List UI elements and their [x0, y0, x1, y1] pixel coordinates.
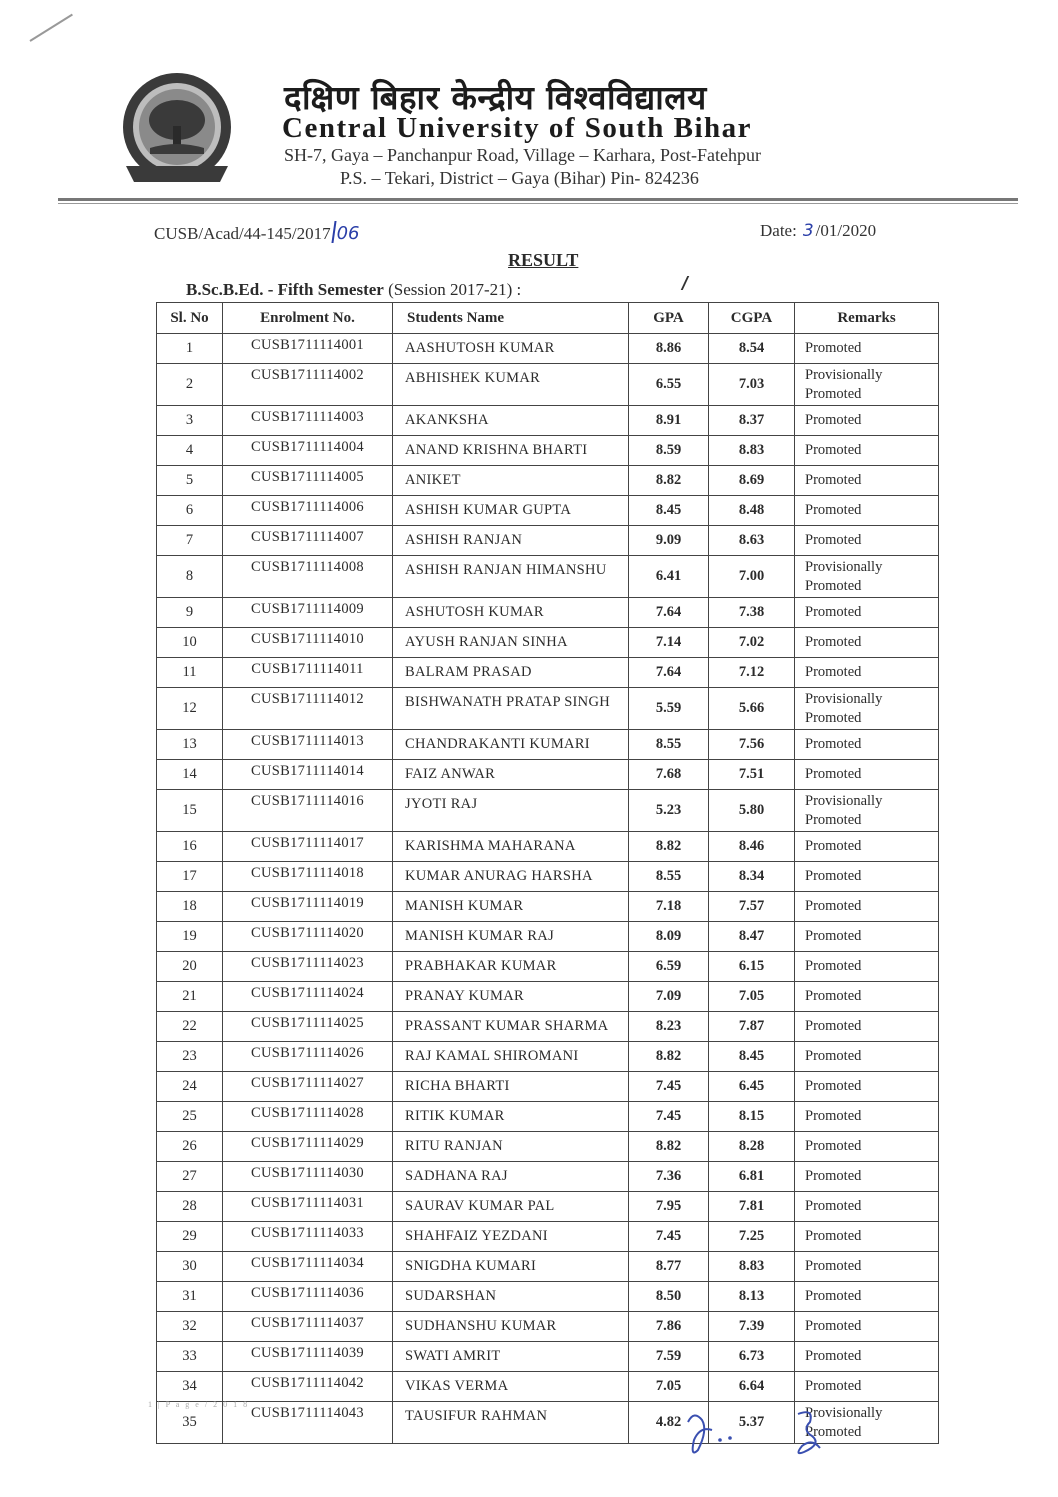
cgpa-cell: 7.51 — [709, 760, 795, 790]
enrolment-cell: CUSB1711114033 — [223, 1222, 393, 1252]
gpa-cell: 8.55 — [629, 862, 709, 892]
student-name-cell: SUDHANSHU KUMAR — [393, 1312, 629, 1342]
sl-no-cell: 1 — [157, 334, 223, 364]
date-rest: /01/2020 — [815, 221, 877, 240]
table-row — [157, 892, 939, 922]
gpa-cell: 8.91 — [629, 406, 709, 436]
issue-date — [760, 221, 876, 241]
gpa-cell: 8.45 — [629, 496, 709, 526]
program-subheading — [186, 280, 521, 300]
student-name-cell: ASHUTOSH KUMAR — [393, 598, 629, 628]
table-row — [157, 952, 939, 982]
sl-no-cell: 30 — [157, 1252, 223, 1282]
gpa-cell: 7.95 — [629, 1192, 709, 1222]
student-name-cell: SAURAV KUMAR PAL — [393, 1192, 629, 1222]
table-row — [157, 1102, 939, 1132]
cgpa-cell: 7.02 — [709, 628, 795, 658]
remarks-cell: Promoted — [795, 1132, 939, 1162]
student-name-cell: RAJ KAMAL SHIROMANI — [393, 1042, 629, 1072]
enrolment-cell: CUSB1711114011 — [223, 658, 393, 688]
table-row — [157, 658, 939, 688]
student-name-cell: ANAND KRISHNA BHARTI — [393, 436, 629, 466]
student-name-cell: FAIZ ANWAR — [393, 760, 629, 790]
student-name-cell: SHAHFAIZ YEZDANI — [393, 1222, 629, 1252]
table-header-row — [157, 303, 939, 334]
signature-icon — [680, 1400, 840, 1460]
program-name: B.Sc.B.Ed. - Fifth Semester — [186, 280, 384, 299]
gpa-cell: 7.68 — [629, 760, 709, 790]
gpa-cell: 5.23 — [629, 790, 709, 832]
address-line-1: SH-7, Gaya – Panchanpur Road, Village – Karhara, Post-Fatehpur — [284, 145, 761, 165]
enrolment-cell: CUSB1711114007 — [223, 526, 393, 556]
header-divider-thin — [58, 203, 1018, 204]
remarks-cell: Promoted — [795, 628, 939, 658]
gpa-cell: 7.45 — [629, 1072, 709, 1102]
sl-no-cell: 15 — [157, 790, 223, 832]
header-divider — [58, 198, 1018, 201]
gpa-cell: 8.09 — [629, 922, 709, 952]
gpa-cell: 8.59 — [629, 436, 709, 466]
address-line-2: P.S. – Tekari, District – Gaya (Bihar) Pin- 824236 — [340, 168, 699, 188]
reference-number — [154, 221, 360, 244]
student-name-cell: VIKAS VERMA — [393, 1372, 629, 1402]
cgpa-cell: 8.37 — [709, 406, 795, 436]
enrolment-cell: CUSB1711114013 — [223, 730, 393, 760]
remarks-cell: Promoted — [795, 1102, 939, 1132]
cgpa-cell: 8.48 — [709, 496, 795, 526]
remarks-cell: Promoted — [795, 1252, 939, 1282]
remarks-cell: Promoted — [795, 526, 939, 556]
student-name-cell: KUMAR ANURAG HARSHA — [393, 862, 629, 892]
enrolment-cell: CUSB1711114030 — [223, 1162, 393, 1192]
gpa-cell: 4.82 — [629, 1402, 709, 1444]
table-row — [157, 832, 939, 862]
gpa-cell: 8.82 — [629, 1042, 709, 1072]
column-header-remarks: Remarks — [795, 303, 939, 334]
cgpa-cell: 8.34 — [709, 862, 795, 892]
gpa-cell: 5.59 — [629, 688, 709, 730]
table-row — [157, 730, 939, 760]
remarks-cell: Promoted — [795, 658, 939, 688]
sl-no-cell: 20 — [157, 952, 223, 982]
enrolment-cell: CUSB1711114039 — [223, 1342, 393, 1372]
table-row — [157, 628, 939, 658]
sl-no-cell: 18 — [157, 892, 223, 922]
student-name-cell: JYOTI RAJ — [393, 790, 629, 832]
student-name-cell: TAUSIFUR RAHMAN — [393, 1402, 629, 1444]
remarks-cell: Promoted — [795, 892, 939, 922]
cgpa-cell: 7.05 — [709, 982, 795, 1012]
remarks-cell: Promoted — [795, 466, 939, 496]
sl-no-cell: 31 — [157, 1282, 223, 1312]
cgpa-cell: 7.56 — [709, 730, 795, 760]
enrolment-cell: CUSB1711114027 — [223, 1072, 393, 1102]
table-row — [157, 1042, 939, 1072]
cgpa-cell: 8.83 — [709, 1252, 795, 1282]
cgpa-cell: 8.28 — [709, 1132, 795, 1162]
gpa-cell: 6.59 — [629, 952, 709, 982]
table-row — [157, 364, 939, 406]
sl-no-cell: 34 — [157, 1372, 223, 1402]
student-name-cell: MANISH KUMAR — [393, 892, 629, 922]
table-row — [157, 922, 939, 952]
enrolment-cell: CUSB1711114024 — [223, 982, 393, 1012]
sl-no-cell: 26 — [157, 1132, 223, 1162]
gpa-cell: 6.41 — [629, 556, 709, 598]
sl-no-cell: 13 — [157, 730, 223, 760]
enrolment-cell: CUSB1711114034 — [223, 1252, 393, 1282]
enrolment-cell: CUSB1711114005 — [223, 466, 393, 496]
remarks-cell: Promoted — [795, 1012, 939, 1042]
gpa-cell: 7.45 — [629, 1102, 709, 1132]
enrolment-cell: CUSB1711114004 — [223, 436, 393, 466]
table-row — [157, 1342, 939, 1372]
column-header-enrolment-no: Enrolment No. — [223, 303, 393, 334]
cgpa-cell: 8.47 — [709, 922, 795, 952]
sl-no-cell: 16 — [157, 832, 223, 862]
student-name-cell: KARISHMA MAHARANA — [393, 832, 629, 862]
page-footer: 1 | P a g e / 2 0 1 8 — [148, 1400, 250, 1409]
cgpa-cell: 7.03 — [709, 364, 795, 406]
cgpa-cell: 7.81 — [709, 1192, 795, 1222]
enrolment-cell: CUSB1711114023 — [223, 952, 393, 982]
cgpa-cell: 8.69 — [709, 466, 795, 496]
enrolment-cell: CUSB1711114019 — [223, 892, 393, 922]
table-row — [157, 526, 939, 556]
sl-no-cell: 14 — [157, 760, 223, 790]
student-name-cell: SWATI AMRIT — [393, 1342, 629, 1372]
student-name-cell: ANIKET — [393, 466, 629, 496]
remarks-cell: Provisionally Promoted — [795, 688, 939, 730]
enrolment-cell: CUSB1711114018 — [223, 862, 393, 892]
gpa-cell: 8.82 — [629, 466, 709, 496]
gpa-cell: 7.05 — [629, 1372, 709, 1402]
gpa-cell: 8.77 — [629, 1252, 709, 1282]
student-name-cell: ABHISHEK KUMAR — [393, 364, 629, 406]
enrolment-cell: CUSB1711114003 — [223, 406, 393, 436]
sl-no-cell: 5 — [157, 466, 223, 496]
column-header-students-name: Students Name — [393, 303, 629, 334]
sl-no-cell: 7 — [157, 526, 223, 556]
student-name-cell: ASHISH RANJAN — [393, 526, 629, 556]
sl-no-cell: 27 — [157, 1162, 223, 1192]
cgpa-cell: 7.57 — [709, 892, 795, 922]
remarks-cell: Promoted — [795, 598, 939, 628]
enrolment-cell: CUSB1711114026 — [223, 1042, 393, 1072]
cgpa-cell: 6.81 — [709, 1162, 795, 1192]
enrolment-cell: CUSB1711114009 — [223, 598, 393, 628]
table-row — [157, 598, 939, 628]
sl-no-cell: 17 — [157, 862, 223, 892]
reference-number-printed: CUSB/Acad/44-145/2017 — [154, 224, 331, 243]
table-row — [157, 1162, 939, 1192]
student-name-cell: ASHISH RANJAN HIMANSHU — [393, 556, 629, 598]
gpa-cell: 8.86 — [629, 334, 709, 364]
student-name-cell: BALRAM PRASAD — [393, 658, 629, 688]
student-name-cell: RITIK KUMAR — [393, 1102, 629, 1132]
student-name-cell: AYUSH RANJAN SINHA — [393, 628, 629, 658]
student-name-cell: MANISH KUMAR RAJ — [393, 922, 629, 952]
sl-no-cell: 23 — [157, 1042, 223, 1072]
enrolment-cell: CUSB1711114017 — [223, 832, 393, 862]
cgpa-cell: 7.25 — [709, 1222, 795, 1252]
table-row — [157, 688, 939, 730]
table-row — [157, 1222, 939, 1252]
sl-no-cell: 10 — [157, 628, 223, 658]
remarks-cell: Promoted — [795, 1072, 939, 1102]
remarks-cell: Promoted — [795, 334, 939, 364]
remarks-cell: Promoted — [795, 1342, 939, 1372]
table-row — [157, 1192, 939, 1222]
cgpa-cell: 7.12 — [709, 658, 795, 688]
student-name-cell: AKANKSHA — [393, 406, 629, 436]
enrolment-cell: CUSB1711114031 — [223, 1192, 393, 1222]
remarks-cell: Provisionally Promoted — [795, 556, 939, 598]
cgpa-cell: 8.83 — [709, 436, 795, 466]
table-row — [157, 496, 939, 526]
student-name-cell: SNIGDHA KUMARI — [393, 1252, 629, 1282]
sl-no-cell: 19 — [157, 922, 223, 952]
remarks-cell: Promoted — [795, 1312, 939, 1342]
sl-no-cell: 12 — [157, 688, 223, 730]
column-header-cgpa: CGPA — [709, 303, 795, 334]
cgpa-cell: 7.39 — [709, 1312, 795, 1342]
university-logo-icon — [120, 70, 234, 188]
remarks-cell: Promoted — [795, 832, 939, 862]
column-header-sl-no: Sl. No — [157, 303, 223, 334]
enrolment-cell: CUSB1711114020 — [223, 922, 393, 952]
enrolment-cell: CUSB1711114043 — [223, 1402, 393, 1444]
cgpa-cell: 8.54 — [709, 334, 795, 364]
student-name-cell: BISHWANATH PRATAP SINGH — [393, 688, 629, 730]
remarks-cell: Promoted — [795, 496, 939, 526]
cgpa-cell: 6.73 — [709, 1342, 795, 1372]
remarks-cell: Promoted — [795, 1192, 939, 1222]
tick-mark — [673, 276, 690, 290]
sl-no-cell: 6 — [157, 496, 223, 526]
remarks-cell: Provisionally Promoted — [795, 790, 939, 832]
gpa-cell: 8.82 — [629, 832, 709, 862]
gpa-cell: 7.86 — [629, 1312, 709, 1342]
remarks-cell: Promoted — [795, 922, 939, 952]
table-row — [157, 1372, 939, 1402]
sl-no-cell: 8 — [157, 556, 223, 598]
remarks-cell: Promoted — [795, 760, 939, 790]
remarks-cell: Provisionally Promoted — [795, 1402, 939, 1444]
remarks-cell: Promoted — [795, 1162, 939, 1192]
gpa-cell: 7.18 — [629, 892, 709, 922]
gpa-cell: 7.14 — [629, 628, 709, 658]
cgpa-cell: 6.45 — [709, 1072, 795, 1102]
cgpa-cell: 8.63 — [709, 526, 795, 556]
student-name-cell: RITU RANJAN — [393, 1132, 629, 1162]
remarks-cell: Promoted — [795, 1222, 939, 1252]
gpa-cell: 8.82 — [629, 1132, 709, 1162]
remarks-cell: Promoted — [795, 1042, 939, 1072]
table-row — [157, 556, 939, 598]
sl-no-cell: 35 — [157, 1402, 223, 1444]
gpa-cell: 8.23 — [629, 1012, 709, 1042]
enrolment-cell: CUSB1711114008 — [223, 556, 393, 598]
remarks-cell: Promoted — [795, 436, 939, 466]
table-row — [157, 334, 939, 364]
sl-no-cell: 29 — [157, 1222, 223, 1252]
gpa-cell: 7.64 — [629, 658, 709, 688]
remarks-cell: Promoted — [795, 730, 939, 760]
table-row — [157, 436, 939, 466]
gpa-cell: 7.59 — [629, 1342, 709, 1372]
cgpa-cell: 8.45 — [709, 1042, 795, 1072]
table-row — [157, 790, 939, 832]
enrolment-cell: CUSB1711114042 — [223, 1372, 393, 1402]
sl-no-cell: 24 — [157, 1072, 223, 1102]
enrolment-cell: CUSB1711114037 — [223, 1312, 393, 1342]
column-header-gpa: GPA — [629, 303, 709, 334]
cgpa-cell: 6.15 — [709, 952, 795, 982]
student-name-cell: ASHISH KUMAR GUPTA — [393, 496, 629, 526]
sl-no-cell: 4 — [157, 436, 223, 466]
sl-no-cell: 3 — [157, 406, 223, 436]
remarks-cell: Promoted — [795, 1282, 939, 1312]
sl-no-cell: 21 — [157, 982, 223, 1012]
sl-no-cell: 9 — [157, 598, 223, 628]
student-name-cell: AASHUTOSH KUMAR — [393, 334, 629, 364]
cgpa-cell: 5.66 — [709, 688, 795, 730]
student-name-cell: SADHANA RAJ — [393, 1162, 629, 1192]
student-name-cell: CHANDRAKANTI KUMARI — [393, 730, 629, 760]
cgpa-cell: 8.46 — [709, 832, 795, 862]
cgpa-cell: 7.38 — [709, 598, 795, 628]
remarks-cell: Promoted — [795, 982, 939, 1012]
date-label: Date: — [760, 221, 797, 240]
sl-no-cell: 22 — [157, 1012, 223, 1042]
enrolment-cell: CUSB1711114036 — [223, 1282, 393, 1312]
gpa-cell: 7.64 — [629, 598, 709, 628]
cgpa-cell: 8.13 — [709, 1282, 795, 1312]
gpa-cell: 6.55 — [629, 364, 709, 406]
sl-no-cell: 2 — [157, 364, 223, 406]
cgpa-cell: 6.64 — [709, 1372, 795, 1402]
table-row — [157, 1132, 939, 1162]
cgpa-cell: 5.80 — [709, 790, 795, 832]
result-title: RESULT — [508, 250, 579, 270]
enrolment-cell: CUSB1711114006 — [223, 496, 393, 526]
remarks-cell: Promoted — [795, 952, 939, 982]
cgpa-cell: 7.87 — [709, 1012, 795, 1042]
cgpa-cell: 7.00 — [709, 556, 795, 598]
sl-no-cell: 25 — [157, 1102, 223, 1132]
university-name-english: Central University of South Bihar — [282, 112, 752, 144]
student-name-cell: SUDARSHAN — [393, 1282, 629, 1312]
gpa-cell: 9.09 — [629, 526, 709, 556]
sl-no-cell: 28 — [157, 1192, 223, 1222]
sl-no-cell: 11 — [157, 658, 223, 688]
student-name-cell: PRANAY KUMAR — [393, 982, 629, 1012]
table-row — [157, 1072, 939, 1102]
enrolment-cell: CUSB1711114014 — [223, 760, 393, 790]
remarks-cell: Promoted — [795, 862, 939, 892]
table-row — [157, 406, 939, 436]
table-row — [157, 862, 939, 892]
session-text: (Session 2017-21) : — [383, 280, 522, 299]
table-row — [157, 760, 939, 790]
enrolment-cell: CUSB1711114025 — [223, 1012, 393, 1042]
result-table — [156, 302, 939, 1444]
enrolment-cell: CUSB1711114001 — [223, 334, 393, 364]
table-row — [157, 1282, 939, 1312]
gpa-cell: 7.36 — [629, 1162, 709, 1192]
student-name-cell: RICHA BHARTI — [393, 1072, 629, 1102]
sl-no-cell: 32 — [157, 1312, 223, 1342]
gpa-cell: 8.55 — [629, 730, 709, 760]
cgpa-cell: 8.15 — [709, 1102, 795, 1132]
cgpa-cell: 5.37 — [709, 1402, 795, 1444]
gpa-cell: 8.50 — [629, 1282, 709, 1312]
student-name-cell: PRABHAKAR KUMAR — [393, 952, 629, 982]
table-row — [157, 1252, 939, 1282]
enrolment-cell: CUSB1711114029 — [223, 1132, 393, 1162]
remarks-cell: Promoted — [795, 1372, 939, 1402]
enrolment-cell: CUSB1711114016 — [223, 790, 393, 832]
enrolment-cell: CUSB1711114028 — [223, 1102, 393, 1132]
university-name-hindi: दक्षिण बिहार केन्द्रीय विश्वविद्यालय — [284, 78, 707, 117]
remarks-cell: Promoted — [795, 406, 939, 436]
gpa-cell: 7.09 — [629, 982, 709, 1012]
enrolment-cell: CUSB1711114012 — [223, 688, 393, 730]
enrolment-cell: CUSB1711114010 — [223, 628, 393, 658]
table-row — [157, 1012, 939, 1042]
date-day-handwritten: 3 — [802, 221, 814, 241]
table-row — [157, 466, 939, 496]
sl-no-cell: 33 — [157, 1342, 223, 1372]
enrolment-cell: CUSB1711114002 — [223, 364, 393, 406]
scan-mark — [29, 14, 72, 42]
reference-number-handwritten: 06 — [336, 223, 360, 244]
student-name-cell: PRASSANT KUMAR SHARMA — [393, 1012, 629, 1042]
remarks-cell: Provisionally Promoted — [795, 364, 939, 406]
gpa-cell: 7.45 — [629, 1222, 709, 1252]
table-row — [157, 1312, 939, 1342]
table-row — [157, 982, 939, 1012]
